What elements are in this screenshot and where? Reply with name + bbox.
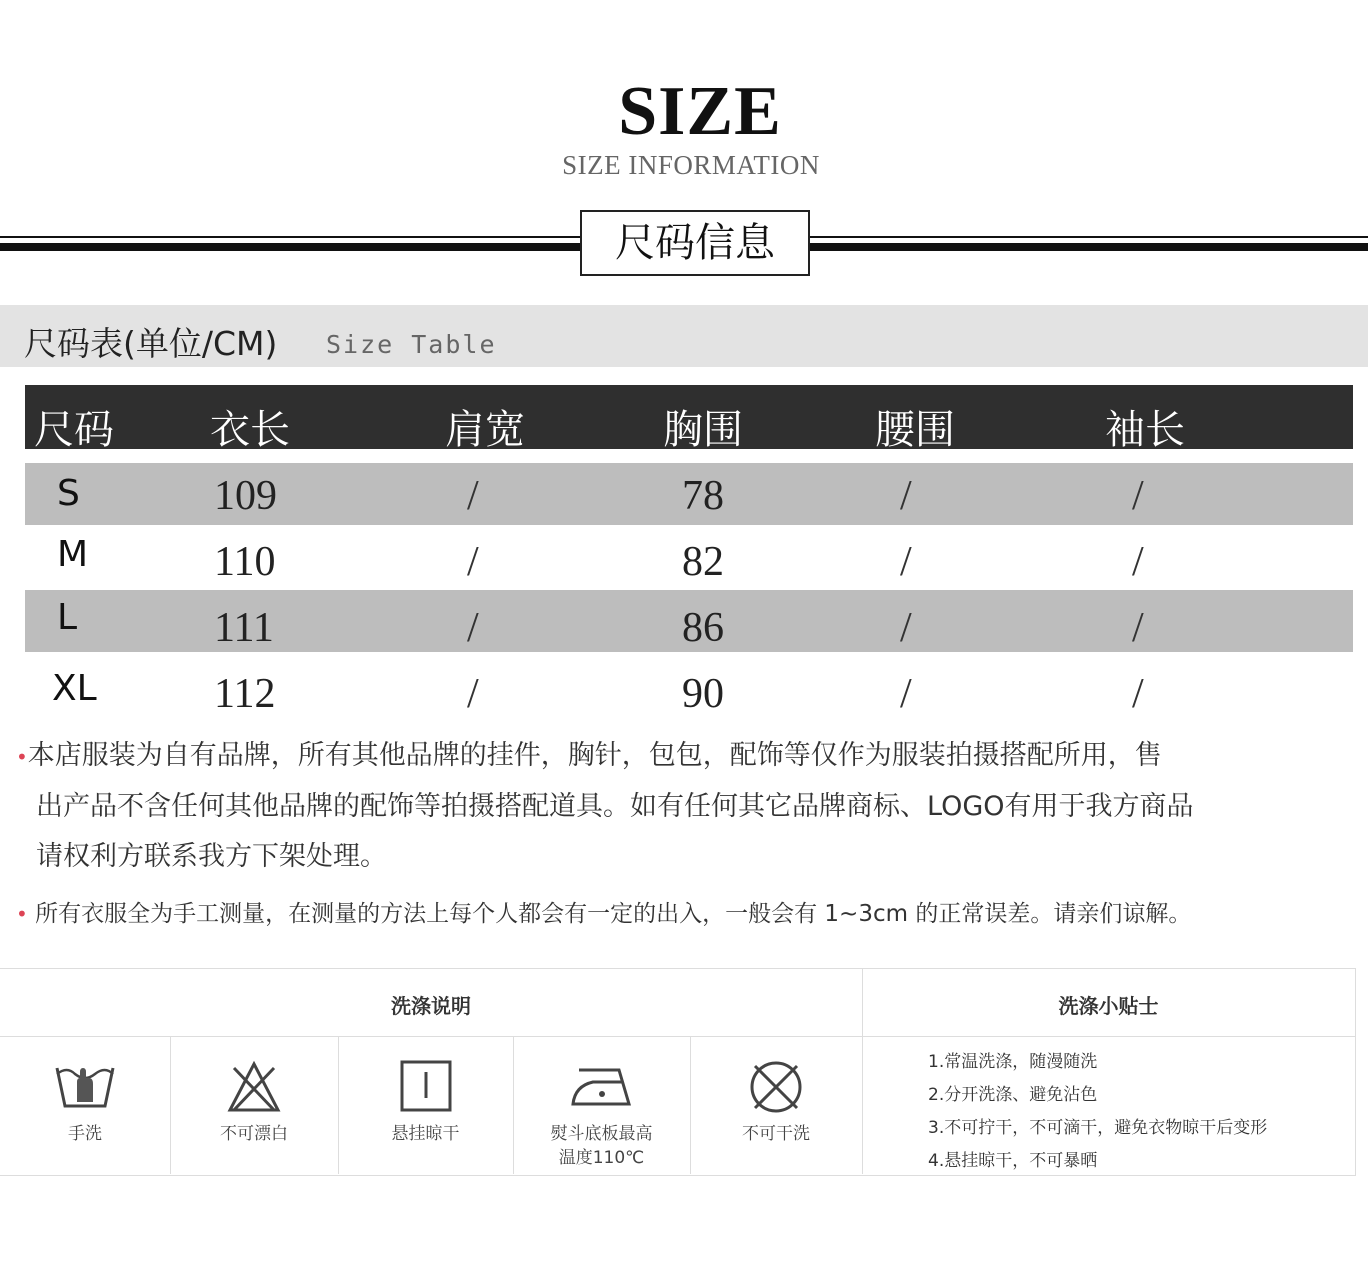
- wash-tip: 2.分开洗涤、避免沾色: [928, 1085, 1098, 1105]
- banner-rule-right-thin: [806, 236, 1368, 238]
- length-cell: 110: [214, 539, 276, 585]
- measure-notice: [16, 889, 1361, 939]
- shoulder-cell: /: [467, 539, 479, 585]
- bust-cell: 86: [682, 605, 724, 651]
- banner-rule-left-thick: [0, 243, 580, 251]
- column-header-sleeve: 袖长: [1105, 407, 1185, 453]
- length-cell: 109: [214, 473, 277, 519]
- hand-wash-label: 手洗: [68, 1124, 102, 1144]
- column-header-waist: 腰围: [875, 407, 955, 453]
- shoulder-cell: /: [467, 671, 479, 717]
- iron-icon: [513, 1060, 690, 1112]
- no-bleach-icon: [170, 1060, 338, 1118]
- bust-cell: 82: [682, 539, 724, 585]
- sleeve-cell: /: [1132, 539, 1144, 585]
- banner-rule-left-thin: [0, 236, 580, 238]
- brand-notice-line: 出产品不含任何其他品牌的配饰等拍摄搭配道具。如有任何其它品牌商标、LOGO有用于我方商品: [36, 791, 1194, 822]
- no-dry-clean-label: 不可干洗: [742, 1124, 810, 1144]
- sleeve-cell: /: [1132, 605, 1144, 651]
- shoulder-cell: /: [467, 473, 479, 519]
- brand-notice-line: 本店服装为自有品牌，所有其他品牌的挂件，胸针，包包，配饰等仅作为服装拍摄搭配所用，售: [27, 740, 1162, 771]
- column-header-bust: 胸围: [663, 407, 743, 453]
- line-dry-label: 悬挂晾干: [391, 1124, 460, 1144]
- wash-tip: 3.不可拧干，不可滴干，避免衣物晾干后变形: [928, 1118, 1268, 1138]
- bullet-icon: •: [16, 902, 28, 926]
- sleeve-cell: /: [1132, 473, 1144, 519]
- wash-tip: 4.悬挂晾干，不可暴晒: [928, 1151, 1098, 1171]
- iron-label-line2: 温度110℃: [558, 1148, 645, 1168]
- column-header-shoulder: 肩宽: [445, 407, 525, 453]
- length-cell: 112: [214, 671, 276, 717]
- banner-rule-right-thick: [806, 243, 1368, 251]
- wash-tip: 1.常温洗涤，随漫随洗: [928, 1052, 1098, 1072]
- size-cell: S: [57, 473, 80, 514]
- no-bleach-label: 不可漂白: [220, 1124, 288, 1144]
- no-dry-clean-icon: [690, 1058, 862, 1120]
- waist-cell: /: [900, 605, 912, 651]
- wash-instructions-title: 洗涤说明: [391, 994, 471, 1018]
- page-title: SIZE: [618, 73, 782, 150]
- iron-label-line1: 熨斗底板最高: [550, 1124, 653, 1144]
- size-cell: M: [57, 534, 89, 575]
- size-cell: XL: [52, 668, 97, 709]
- measure-notice-text: 所有衣服全为手工测量，在测量的方法上每个人都会有一定的出入，一般会有 1~3cm 的正常误差。请亲们谅解。: [35, 901, 1192, 927]
- length-cell: 111: [214, 605, 274, 651]
- sleeve-cell: /: [1132, 671, 1144, 717]
- bust-cell: 78: [682, 473, 724, 519]
- page-subtitle: SIZE INFORMATION: [562, 150, 820, 180]
- bust-cell: 90: [682, 671, 724, 717]
- hand-wash-icon: [0, 1058, 170, 1118]
- section-banner: 尺码信息: [580, 210, 810, 276]
- size-table-title-en: Size Table: [326, 330, 497, 359]
- brand-notice: [16, 731, 1356, 882]
- waist-cell: /: [900, 473, 912, 519]
- line-dry-icon: [338, 1058, 513, 1118]
- bullet-icon: •: [16, 745, 28, 769]
- size-cell: L: [57, 597, 78, 638]
- care-divider-horizontal: [0, 1036, 1355, 1037]
- column-header-length: 衣长: [210, 407, 290, 453]
- wash-tips-title: 洗涤小贴士: [1058, 994, 1159, 1018]
- column-header-size: 尺码: [34, 407, 114, 453]
- waist-cell: /: [900, 671, 912, 717]
- brand-notice-line: 请权利方联系我方下架处理。: [36, 841, 387, 872]
- shoulder-cell: /: [467, 605, 479, 651]
- waist-cell: /: [900, 539, 912, 585]
- size-table-title: 尺码表(单位/CM): [24, 324, 278, 363]
- iron-label: [513, 1122, 690, 1170]
